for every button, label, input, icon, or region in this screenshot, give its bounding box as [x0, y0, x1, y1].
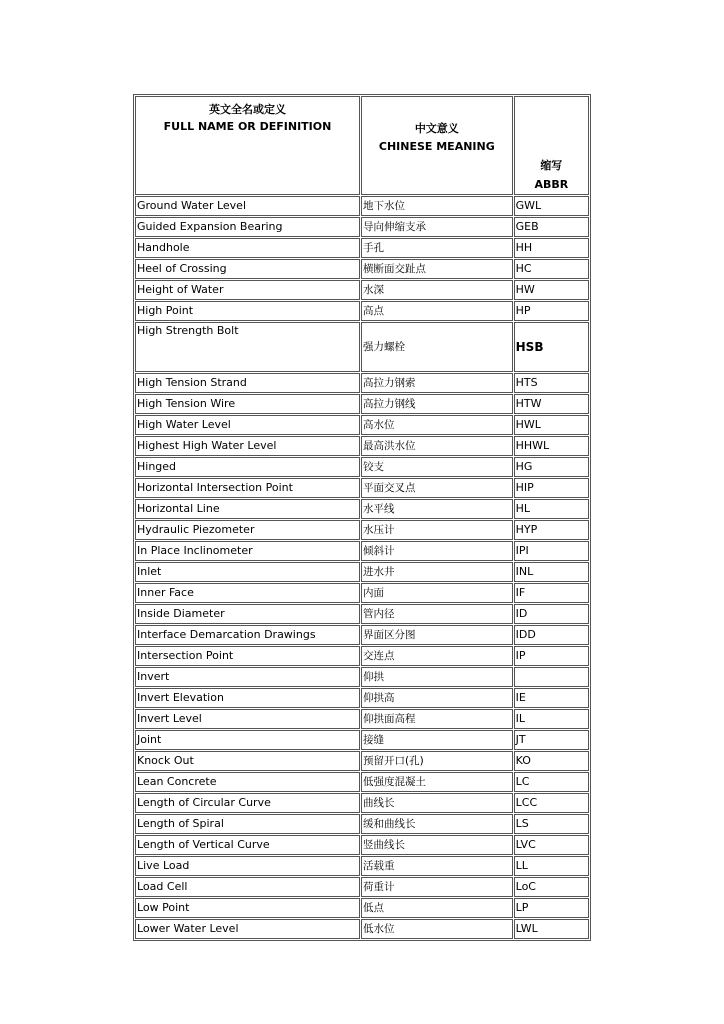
header-col1-cn: 英文全名或定义 [208, 103, 286, 116]
table-row [135, 238, 589, 258]
header-col1-en: FULL NAME OR DEFINITION [163, 120, 332, 133]
term-name: Hydraulic Piezometer [135, 520, 360, 540]
chinese-meaning: 水深 [361, 280, 513, 300]
abbreviation: LL [514, 856, 589, 876]
table-row [135, 919, 589, 939]
term-name: Interface Demarcation Drawings [135, 625, 360, 645]
abbreviation [514, 667, 589, 687]
term-name: Length of Spiral [135, 814, 360, 834]
abbreviation: KO [514, 751, 589, 771]
abbreviation: IE [514, 688, 589, 708]
chinese-meaning: 平面交叉点 [361, 478, 513, 498]
chinese-meaning: 倾斜计 [361, 541, 513, 561]
table-row [135, 688, 589, 708]
chinese-meaning: 接缝 [361, 730, 513, 750]
table-row [135, 322, 589, 372]
term-name: Intersection Point [135, 646, 360, 666]
abbreviation: JT [514, 730, 589, 750]
chinese-meaning: 仰拱高 [361, 688, 513, 708]
abbreviation: HWL [514, 415, 589, 435]
term-name: Length of Vertical Curve [135, 835, 360, 855]
table-row [135, 583, 589, 603]
chinese-meaning: 强力螺栓 [361, 322, 513, 372]
chinese-meaning: 横断面交趾点 [361, 259, 513, 279]
term-name: Highest High Water Level [135, 436, 360, 456]
table-row [135, 751, 589, 771]
term-name: Height of Water [135, 280, 360, 300]
abbreviation: HG [514, 457, 589, 477]
abbreviation: LWL [514, 919, 589, 939]
table-row [135, 625, 589, 645]
table-row [135, 835, 589, 855]
table-row [135, 259, 589, 279]
chinese-meaning: 高水位 [361, 415, 513, 435]
table-row [135, 301, 589, 321]
abbreviation: INL [514, 562, 589, 582]
term-name: High Tension Wire [135, 394, 360, 414]
abbreviation: HH [514, 238, 589, 258]
table-row [135, 562, 589, 582]
abbreviation: HC [514, 259, 589, 279]
table-body [135, 196, 589, 939]
table-row [135, 604, 589, 624]
term-name: Invert Elevation [135, 688, 360, 708]
abbreviation: HYP [514, 520, 589, 540]
table-row [135, 877, 589, 897]
chinese-meaning: 活载重 [361, 856, 513, 876]
abbreviation: LC [514, 772, 589, 792]
table-row [135, 814, 589, 834]
abbreviation: HHWL [514, 436, 589, 456]
abbreviation: HW [514, 280, 589, 300]
chinese-meaning: 预留开口(孔) [361, 751, 513, 771]
abbreviation: GWL [514, 196, 589, 216]
term-name: Lean Concrete [135, 772, 360, 792]
chinese-meaning: 仰拱面高程 [361, 709, 513, 729]
header-col2-cn: 中文意义 [414, 122, 459, 135]
table-row [135, 436, 589, 456]
chinese-meaning: 手孔 [361, 238, 513, 258]
chinese-meaning: 导向伸缩支承 [361, 217, 513, 237]
term-name: High Strength Bolt [135, 322, 360, 372]
chinese-meaning: 最高洪水位 [361, 436, 513, 456]
term-name: Horizontal Line [135, 499, 360, 519]
chinese-meaning: 仰拱 [361, 667, 513, 687]
chinese-meaning: 进水井 [361, 562, 513, 582]
term-name: Guided Expansion Bearing [135, 217, 360, 237]
term-name: Horizontal Intersection Point [135, 478, 360, 498]
table-row [135, 856, 589, 876]
term-name: In Place Inclinometer [135, 541, 360, 561]
term-name: Joint [135, 730, 360, 750]
table-row [135, 499, 589, 519]
abbreviation-table [133, 94, 591, 941]
term-name: Lower Water Level [135, 919, 360, 939]
header-col3-cn: 缩写 [540, 159, 563, 172]
chinese-meaning: 内面 [361, 583, 513, 603]
table-row [135, 373, 589, 393]
abbreviation: LoC [514, 877, 589, 897]
table-row [135, 541, 589, 561]
chinese-meaning: 交连点 [361, 646, 513, 666]
header-col2-en: CHINESE MEANING [378, 140, 495, 153]
chinese-meaning: 荷重计 [361, 877, 513, 897]
term-name: Low Point [135, 898, 360, 918]
term-name: High Tension Strand [135, 373, 360, 393]
chinese-meaning: 铰支 [361, 457, 513, 477]
abbreviation: LS [514, 814, 589, 834]
abbreviation: IF [514, 583, 589, 603]
term-name: Heel of Crossing [135, 259, 360, 279]
chinese-meaning: 水压计 [361, 520, 513, 540]
header-row [135, 96, 589, 195]
table-row [135, 730, 589, 750]
abbreviation: HP [514, 301, 589, 321]
table-row [135, 415, 589, 435]
table-row [135, 793, 589, 813]
term-name: Invert [135, 667, 360, 687]
header-chinese-meaning [361, 96, 513, 195]
table-row [135, 217, 589, 237]
header-col3-en: ABBR [534, 178, 569, 191]
abbreviation: HIP [514, 478, 589, 498]
term-name: Knock Out [135, 751, 360, 771]
table-row [135, 196, 589, 216]
term-name: High Water Level [135, 415, 360, 435]
abbreviation: LVC [514, 835, 589, 855]
chinese-meaning: 缓和曲线长 [361, 814, 513, 834]
chinese-meaning: 高点 [361, 301, 513, 321]
chinese-meaning: 曲线长 [361, 793, 513, 813]
abbreviation: ID [514, 604, 589, 624]
chinese-meaning: 地下水位 [361, 196, 513, 216]
chinese-meaning: 竖曲线长 [361, 835, 513, 855]
abbreviation: HTW [514, 394, 589, 414]
table-row [135, 520, 589, 540]
term-name: Ground Water Level [135, 196, 360, 216]
chinese-meaning: 低水位 [361, 919, 513, 939]
table-row [135, 709, 589, 729]
term-name: Inner Face [135, 583, 360, 603]
term-name: Inside Diameter [135, 604, 360, 624]
table-row [135, 772, 589, 792]
table-row [135, 280, 589, 300]
chinese-meaning: 低强度混凝土 [361, 772, 513, 792]
abbreviation: IL [514, 709, 589, 729]
header-abbr [514, 96, 589, 195]
term-name: Hinged [135, 457, 360, 477]
chinese-meaning: 高拉力钢索 [361, 373, 513, 393]
abbreviation: IP [514, 646, 589, 666]
abbreviation: GEB [514, 217, 589, 237]
abbreviation: LP [514, 898, 589, 918]
term-name: Handhole [135, 238, 360, 258]
abbreviation: IDD [514, 625, 589, 645]
abbreviation: HSB [514, 322, 589, 372]
chinese-meaning: 水平线 [361, 499, 513, 519]
table-row [135, 898, 589, 918]
abbreviation: LCC [514, 793, 589, 813]
term-name: High Point [135, 301, 360, 321]
chinese-meaning: 界面区分图 [361, 625, 513, 645]
table-row [135, 394, 589, 414]
table-row [135, 646, 589, 666]
term-name: Invert Level [135, 709, 360, 729]
term-name: Length of Circular Curve [135, 793, 360, 813]
term-name: Load Cell [135, 877, 360, 897]
term-name: Live Load [135, 856, 360, 876]
header-full-name [135, 96, 360, 195]
abbreviation: IPI [514, 541, 589, 561]
table-row [135, 457, 589, 477]
chinese-meaning: 高拉力钢线 [361, 394, 513, 414]
abbreviation: HL [514, 499, 589, 519]
chinese-meaning: 管内径 [361, 604, 513, 624]
table-row [135, 667, 589, 687]
term-name: Inlet [135, 562, 360, 582]
abbreviation: HTS [514, 373, 589, 393]
chinese-meaning: 低点 [361, 898, 513, 918]
table-row [135, 478, 589, 498]
